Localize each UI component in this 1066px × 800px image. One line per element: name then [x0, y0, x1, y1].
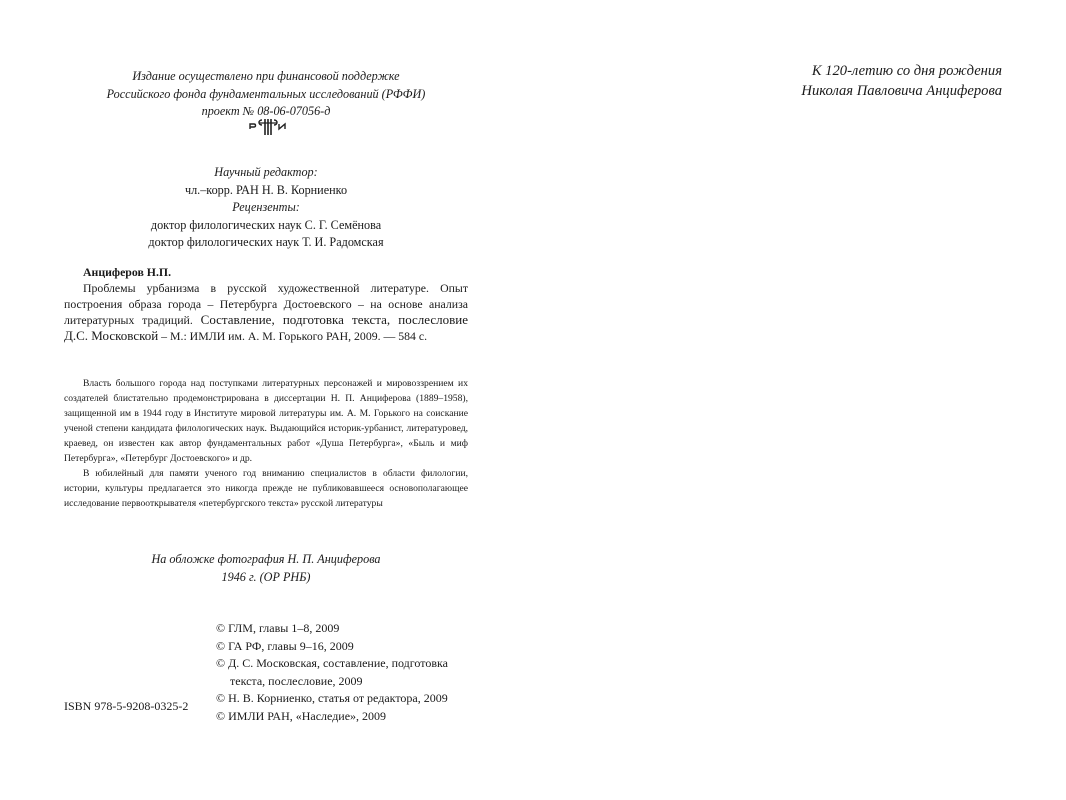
author-name: Анциферов Н.П. [83, 265, 172, 279]
editor-name: чл.–корр. РАН Н. В. Корниенко [184, 182, 348, 197]
reviewer-1: доктор филологических наук С. Г. Семёнова [150, 217, 382, 232]
copyright-line: © ГЛМ, главы 1–8, 2009 [216, 621, 340, 635]
right-page [533, 0, 1066, 800]
funding-line-2: Российского фонда фундаментальных исследований (РФФИ) [106, 86, 426, 101]
copyright-line: © ИМЛИ РАН, «Наследие», 2009 [216, 708, 387, 723]
biblio-imprint: – М.: ИМЛИ им. А. М. Горького РАН, 2009. — 584 с. [161, 329, 428, 343]
abstract-paragraph-2: В юбилейный для памяти ученого год вниманию специалистов в области филологии, истории, культуры предлагается это никогда прежде не публиковавшееся основополагающее исследование первооткрывателя «петербургского текста» русской литературы [64, 468, 468, 509]
funding-line-1: Издание осуществлено при финансовой поддержке [132, 69, 400, 83]
editors-block [64, 164, 468, 252]
abstract [64, 376, 468, 511]
editor-label: Научный редактор: [214, 165, 318, 179]
funding-note [64, 68, 468, 121]
cover-credit-line-1: На обложке фотография Н. П. Анциферова [151, 552, 381, 566]
cover-photo-credit [64, 551, 468, 586]
biblio-title: Проблемы урбанизма в русской художественной литературе. Опыт построения образа города – Петербурга Достоевского – на основе анализа литературных традиций. [64, 281, 468, 327]
isbn: ISBN 978-5-9208-0325-2 [64, 699, 189, 713]
rffi-logo-icon [248, 118, 288, 136]
cover-credit-line-2: 1946 г. (ОР РНБ) [221, 569, 311, 584]
dedication [672, 62, 1002, 101]
copyright-line-continuation: текста, послесловие, 2009 [230, 673, 363, 688]
funding-line-3: проект № 08-06-07056-д [201, 104, 331, 118]
biblio-responsibility: Составление, подготовка текста, послесловие Д.С. Московской [64, 312, 468, 343]
copyright-line: © Н. В. Корниенко, статья от редактора, 2009 [216, 691, 448, 705]
abstract-paragraph-1: Власть большого города над поступками литературных персонажей и мировоззрением их создателей блистательно продемонстрирована в диссертации Н. П. Анциферова (1889–1958), защищенной им в 1944 году в Институте мировой литературы им. А. М. Горького на соискание ученой степени кандидата филологических наук. Выдающийся историк-урбанист, литературовед, краевед, он известен как автор фундаментальных работ «Душа Петербурга», «Быль и миф Петербурга», «Петербург Достоевского» и др. [64, 378, 468, 464]
copyright-line: © Д. С. Московская, составление, подготовка [216, 656, 448, 670]
bibliographic-description [64, 280, 468, 344]
copyright-block [216, 620, 486, 725]
copyright-line: © ГА РФ, главы 9–16, 2009 [216, 638, 354, 653]
dedication-line-2: Николая Павловича Анциферова [801, 82, 1002, 99]
dedication-line-1: К 120-летию со дня рождения [811, 63, 1002, 79]
bibliographic-record [64, 264, 468, 344]
reviewer-2: доктор филологических наук Т. И. Радомская [148, 235, 384, 249]
reviewers-label: Рецензенты: [232, 200, 300, 214]
